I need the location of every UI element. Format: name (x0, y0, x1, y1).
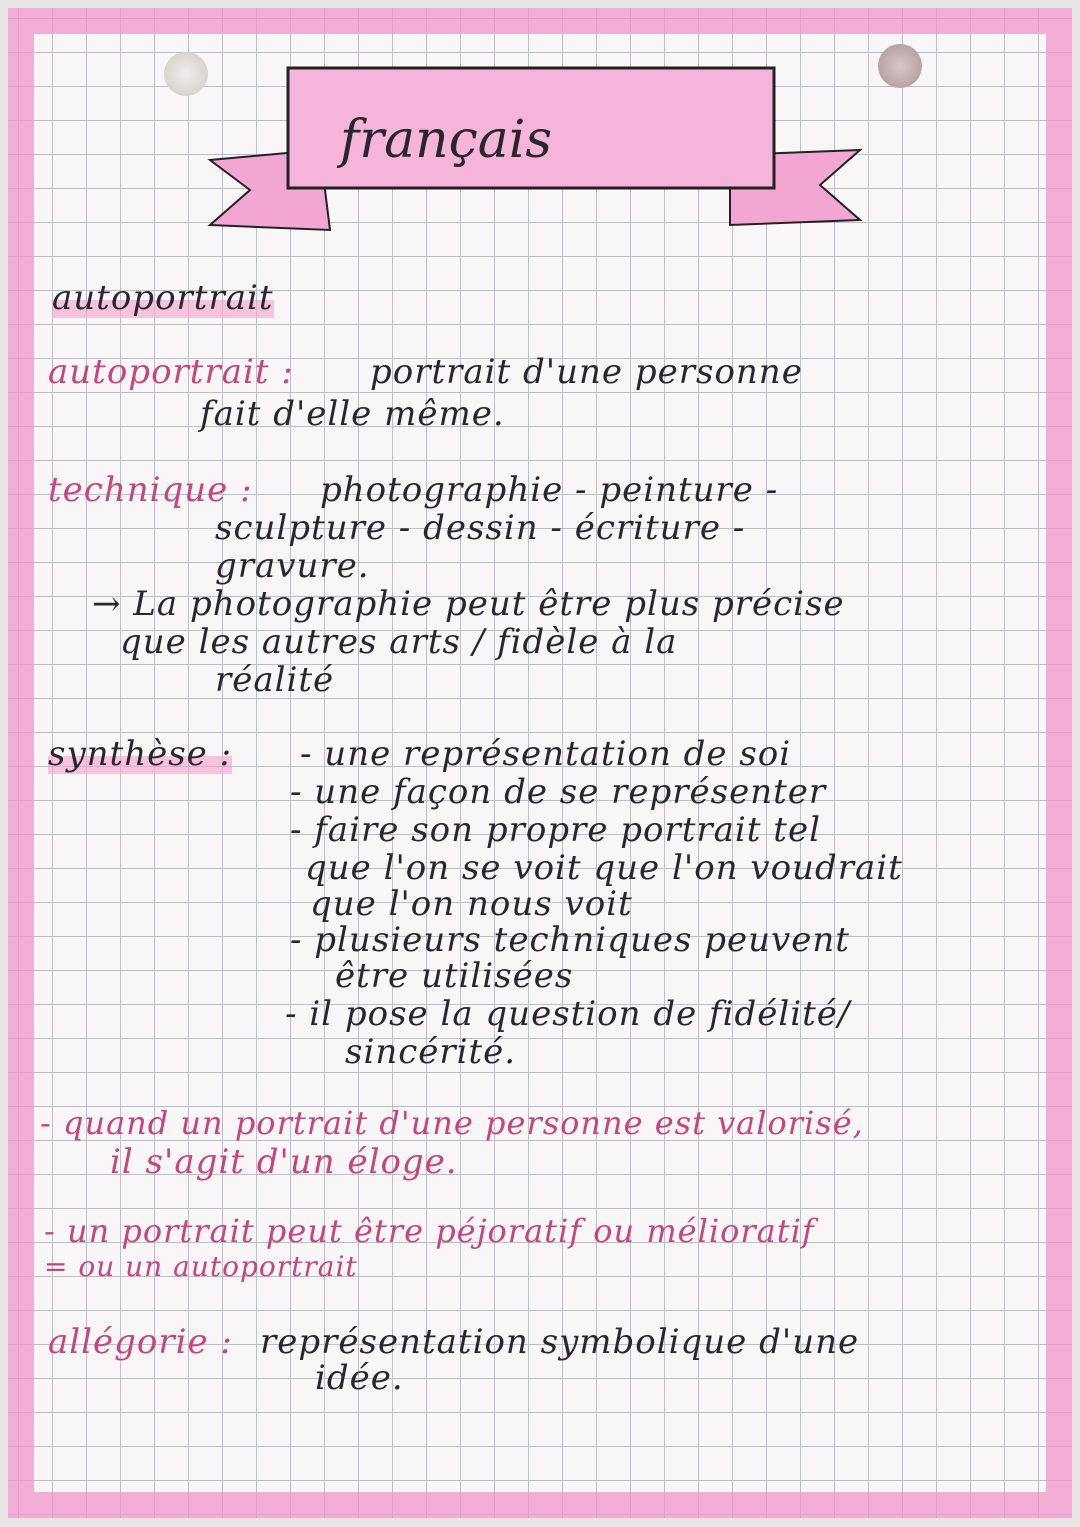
synthese-line: - plusieurs techniques peuvent (290, 920, 850, 960)
allegorie-term: allégorie : (48, 1322, 233, 1362)
synthese-line: que l'on nous voit (310, 884, 633, 924)
heading: autoportrait (52, 278, 274, 318)
technique-line: sculpture - dessin - écriture - (215, 508, 746, 548)
synthese-line: que l'on se voit que l'on voudrait (305, 848, 903, 888)
synthese-line: - une représentation de soi (300, 734, 792, 774)
pin-right-icon (878, 44, 922, 88)
technique-line: photographie - peinture - (320, 470, 779, 510)
allegorie-line: idée. (315, 1358, 404, 1398)
synthese-line: sincérité. (345, 1032, 517, 1072)
eloge-line: - quand un portrait d'une personne est valorisé, (40, 1104, 864, 1142)
note-line: que les autres arts / fidèle à la (120, 622, 678, 662)
synthese-line: être utilisées (335, 956, 574, 996)
synthese-line: - faire son propre portrait tel (290, 810, 821, 850)
page-title: français (340, 110, 553, 170)
eloge-line: il s'agit d'un éloge. (110, 1142, 458, 1182)
synthese-line: - une façon de se représenter (290, 772, 827, 812)
portrait-line: - un portrait peut être péjoratif ou mélioratif (44, 1212, 815, 1250)
synthese-line: - il pose la question de fidélité/ (285, 994, 851, 1034)
technique-term: technique : (48, 470, 253, 510)
synthese-term: synthèse : (48, 734, 233, 774)
technique-line: gravure. (215, 546, 370, 586)
definition-line: fait d'elle même. (200, 394, 505, 434)
note-line: → La photographie peut être plus précise (92, 584, 845, 624)
definition-line: portrait d'une personne (370, 352, 803, 392)
allegorie-line: représentation symbolique d'une (260, 1322, 860, 1362)
portrait-line: = ou un autoportrait (44, 1250, 358, 1283)
definition-term: autoportrait : (48, 352, 294, 392)
note-line: réalité (215, 660, 335, 700)
